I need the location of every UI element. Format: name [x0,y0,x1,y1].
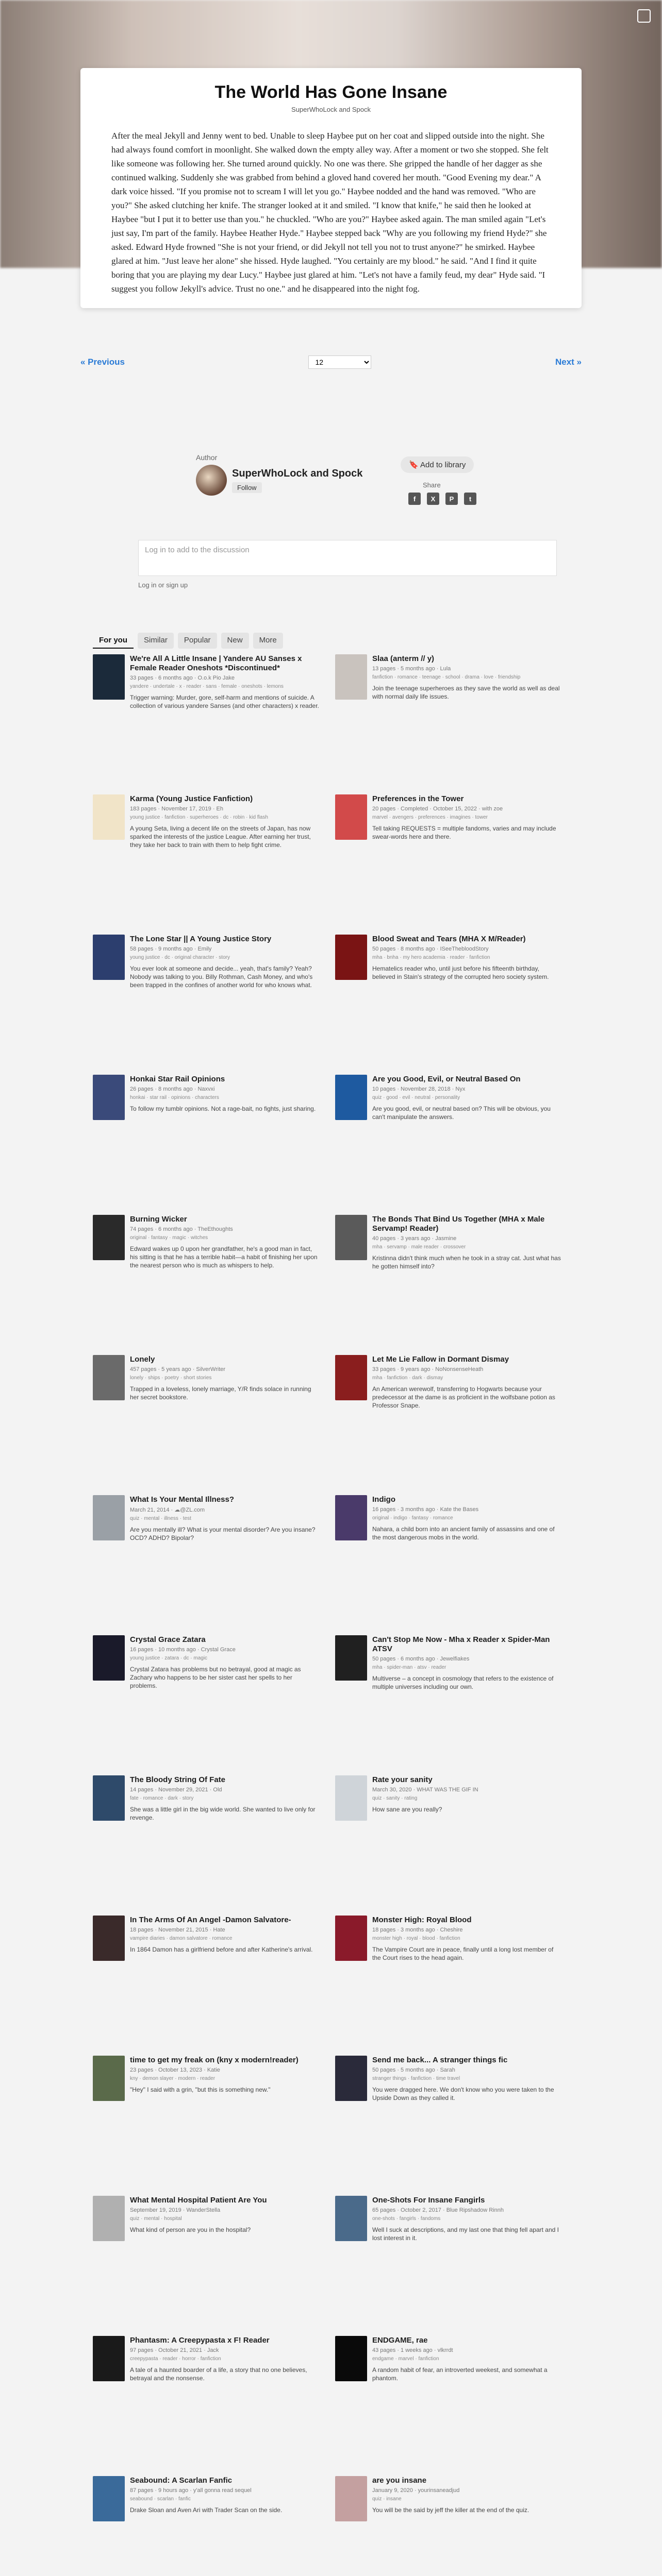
card-tags: stranger things · fanfiction · time travel [372,2076,460,2081]
card-meta: 457 pages · 5 years ago · SilverWriter [130,1366,226,1372]
card-title[interactable]: Karma (Young Justice Fanfiction) [130,794,253,803]
cover-thumbnail[interactable] [335,1355,367,1400]
card-title[interactable]: In The Arms Of An Angel -Damon Salvatore- [130,1916,291,1924]
cover-thumbnail[interactable] [93,1495,125,1540]
tab-popular[interactable]: Popular [178,633,217,649]
card-tags: monster high · royal · blood · fanfiction [372,1936,460,1941]
card-meta: 183 pages · November 17, 2019 · Eh [130,806,224,812]
card-tags: mha · servamp · male reader · crossover [372,1244,466,1250]
card-meta: 16 pages · 10 months ago · Crystal Grace [130,1647,236,1653]
card-tags: vampire diaries · damon salvatore · romance [130,1936,233,1941]
story-author-line: SuperWhoLock and Spock [291,106,371,113]
card-tags: young justice · zatara · dc · magic [130,1655,208,1661]
page-navigation [80,354,582,370]
card-title[interactable]: The Bonds That Bind Us Together (MHA x Male Servamp! Reader) [372,1215,545,1233]
card-title[interactable]: Phantasm: A Creepypasta x F! Reader [130,2336,270,2345]
cover-thumbnail[interactable] [335,2476,367,2521]
card-tags: quiz · mental · hospital [130,2216,182,2222]
card-meta: 14 pages · November 29, 2021 · Old [130,1787,222,1793]
card-description: Trigger warning: Murder, gore, self-harm and mentions of suicide. A collection of various yandere Sanses (and other characters) x reader. [130,694,319,709]
card-meta: 33 pages · 6 months ago · O.o.k Pio Jake [130,675,235,681]
card-description: Edward wakes up 0 upon her grandfather, he's a good man in fact, his sitting is that he has a terrible habit—a habit of finishing her upon the nearest person who is much as whispers to help. [130,1245,318,1269]
card-description: An American werewolf, transferring to Hogwarts because your predecessor at the dame is as proficient in the wolfsbane potion as Professor Snape. [372,1385,555,1409]
card-title[interactable]: Send me back... A stranger things fic [372,2056,508,2064]
card-description: You will be the said by jeff the killer at the end of the quiz. [372,2506,529,2514]
card-tags: quiz · insane [372,2496,402,2502]
card-meta: 50 pages · 5 months ago · Sarah [372,2067,455,2073]
cover-thumbnail[interactable] [335,1495,367,1540]
author-block [196,453,557,496]
author-name[interactable]: SuperWhoLock and Spock [232,467,363,479]
card-description: Nahara, a child born into an ancient family of assassins and one of the most dangerous mobs in the world. [372,1526,555,1541]
card-title[interactable]: Blood Sweat and Tears (MHA X M/Reader) [372,935,526,943]
card-title[interactable]: are you insane [372,2476,427,2485]
cover-thumbnail[interactable] [335,2056,367,2101]
card-title[interactable]: What Mental Hospital Patient Are You [130,2196,267,2205]
card-title[interactable]: Lonely [130,1355,155,1364]
login-link[interactable]: Log in or sign up [138,581,188,589]
card-tags: young justice · dc · original character · story [130,955,230,960]
card-tags: young justice · fanfiction · superheroes · dc · robin · kid flash [130,815,268,820]
card-tags: mha · bnha · my hero academia · reader · fanfiction [372,955,490,960]
card-description: Well I suck at descriptions, and my last one that thing fell apart and I lost interest in it. [372,2226,559,2242]
card-title[interactable]: Monster High: Royal Blood [372,1916,472,1924]
author-label: Author [196,453,218,462]
cover-thumbnail[interactable] [93,794,125,840]
facebook-icon[interactable]: f [408,493,421,505]
card-tags: fanfiction · romance · teenage · school · drama · love · friendship [372,674,521,680]
card-tags: marvel · avengers · preferences · imagines · tower [372,815,488,820]
card-meta: 97 pages · October 21, 2021 · Jack [130,2347,219,2353]
card-description: What kind of person are you in the hospital? [130,2226,251,2233]
cover-thumbnail[interactable] [93,1775,125,1821]
card-description: A tale of a haunted boarder of a life, a story that no one believes, betrayal and the nonsense. [130,2366,307,2382]
cover-thumbnail[interactable] [93,1635,125,1681]
tab-similar[interactable]: Similar [138,633,174,649]
card-title[interactable]: Preferences in the Tower [372,794,464,803]
card-tags: endgame · marvel · fanfiction [372,2356,439,2362]
card-description: She was a little girl in the big wide world. She wanted to live only for revenge. [130,1806,316,1821]
card-title[interactable]: Slaa (anterm // y) [372,654,435,663]
cover-thumbnail[interactable] [93,2476,125,2521]
card-description: In 1864 Damon has a girlfriend before and after Katherine's arrival. [130,1946,313,1953]
card-description: A random habit of fear, an introverted weekest, and somewhat a phantom. [372,2366,548,2382]
cover-thumbnail[interactable] [335,935,367,980]
cover-thumbnail[interactable] [93,1215,125,1260]
card-tags: seabound · scarlan · fanfic [130,2496,191,2502]
card-tags: creepypasta · reader · horror · fanfiction [130,2356,221,2362]
card-description: To follow my tumblr opinions. Not a rage-bait, no fights, just sharing. [130,1105,316,1112]
cover-thumbnail[interactable] [93,1916,125,1961]
add-to-library-button[interactable]: 🔖 Add to library [401,456,474,473]
card-tags: yandere · undertale · x · reader · sans · female · oneshots · lemons [130,684,284,689]
card-tags: mha · spider-man · atsv · reader [372,1665,446,1670]
card-title[interactable]: Burning Wicker [130,1215,187,1224]
card-tags: mha · fanfiction · dark · dismay [372,1375,443,1381]
card-title[interactable]: time to get my freak on (kny x modern!reader) [130,2056,299,2064]
card-description: "Hey" I said with a grin, "but this is something new." [130,2086,271,2093]
cover-thumbnail[interactable] [93,935,125,980]
card-meta: 43 pages · 1 weeks ago · vlkrrdt [372,2347,453,2353]
card-meta: 26 pages · 8 months ago · Naxvxi [130,1086,215,1092]
card-description: Hematelics reader who, until just before his fifteenth birthday, believed in Stain's strategy of the corrupted hero society system. [372,965,549,980]
card-meta: January 9, 2020 · yourinsaneadjud [372,2487,460,2494]
card-tags: lonely · ships · poetry · short stories [130,1375,212,1381]
card-description: Tell taking REQUESTS = multiple fandoms, varies and may include swear-words here and there. [372,825,556,840]
avatar[interactable] [196,465,227,496]
tab-more[interactable]: More [253,633,283,649]
card-description: Trapped in a loveless, lonely marriage, Y/R finds solace in running her secret bookstore. [130,1385,311,1401]
card-tags: fate · romance · dark · story [130,1795,194,1801]
card-description: Are you mentally ill? What is your mental disorder? Are you insane? OCD? ADHD? Bipolar? [130,1526,316,1541]
cover-thumbnail[interactable] [93,2336,125,2381]
card-meta: 23 pages · October 13, 2023 · Katie [130,2067,220,2073]
card-meta: 20 pages · Completed · October 15, 2022 · with zoe [372,806,503,812]
card-meta: 16 pages · 3 months ago · Kate the Bases [372,1506,479,1513]
card-description: Join the teenage superheroes as they save the world as well as deal with normal daily life issues. [372,685,560,700]
card-title[interactable]: Crystal Grace Zatara [130,1635,206,1644]
card-tags: kny · demon slayer · modern · reader [130,2076,216,2081]
share-label: Share [423,481,441,489]
card-meta: 18 pages · 3 months ago · Cheshire [372,1927,463,1933]
cover-thumbnail[interactable] [335,1775,367,1821]
cover-thumbnail[interactable] [93,2196,125,2241]
bookmark-icon: 🔖 [409,461,421,469]
share-icon[interactable] [637,9,651,23]
story-text: After the meal Jekyll and Jenny went to bed. Unable to sleep Haybee put on her coat and slipped outside into the night. She had always found comfort in moonlight. She walked down the empty alley way. After a moment or two she stopped. She felt like someone was following her. She turned around quickly. No one was there. She gripped the handle of her dagger as she continued walking. Suddenly she was grabbed from behind a gloved hand covered her mouth. "Good Evening my dear." A dark voice hissed. "If you promise not to scream I will let you go." Haybee nodded and the hand was removed. "Who are you?" She asked clutching her knife. The stranger looked at it and smiled. "I know that knife," he said then he looked at Haybee "but I put it to better use than you." he chuckled. "Who are you?" Haybee asked again. The man smiled again "Let's just say, I'm part of the family. Haybee Heather Hyde." Haybee stepped back "Why are you following my friend Hyde?" she asked. Edward Hyde frowned "She is not your friend, or did Jekyll not tell you not to trust anyone?" he smirked. Haybee glared at him. "Just leave her alone" she hissed. Hyde laughed. "You certainly are my blood." he said. "And I find it quite boring that you are playing my dear Lucy." Haybee just glared at him. "Let's not have a family feud, my dear" Hyde said. "I suggest you follow Jekyll's advice. Trust no one." and he disappeared into the night fog. [111,131,549,294]
card-description: Multiverse – a concept in cosmology that refers to the existence of multiple universes including our own. [372,1675,554,1690]
cover-thumbnail[interactable] [93,2056,125,2101]
previous-button[interactable]: « Previous [80,357,125,367]
follow-button[interactable]: Follow [232,482,262,493]
card-description: A young Seta, living a decent life on the streets of Japan, has now sparked the interests of the justice League. After earning her trust, they take her back to train with them to help fight crime. [130,825,311,849]
card-meta: 50 pages · 8 months ago · ISeeThebloodStory [372,946,489,952]
card-tags: quiz · sanity · rating [372,1795,418,1801]
card-title[interactable]: We're All A Little Insane | Yandere AU Sanses x Female Reader Oneshots *Discontinued* [130,654,302,672]
card-title[interactable]: Are you Good, Evil, or Neutral Based On [372,1075,521,1083]
card-title[interactable]: Indigo [372,1495,395,1504]
recommendation-tabs [93,633,283,649]
card-tags: honkai · star rail · opinions · characters [130,1095,219,1100]
card-meta: 40 pages · 3 years ago · Jasmine [372,1235,457,1242]
tab-for-you[interactable]: For you [93,633,134,649]
card-meta: March 21, 2014 · ☁@ZL.com [130,1507,205,1513]
cover-thumbnail[interactable] [93,1355,125,1400]
card-title[interactable]: Honkai Star Rail Opinions [130,1075,225,1083]
card-title[interactable]: Rate your sanity [372,1775,433,1784]
cover-thumbnail[interactable] [335,654,367,700]
card-description: You were dragged here. We don't know who you were taken to the Upside Down as they called it. [372,2086,554,2102]
card-description: Are you good, evil, or neutral based on? This will be obvious, you can't manipulate the answers. [372,1105,551,1121]
card-tags: one-shots · fangirls · fandoms [372,2216,441,2222]
card-meta: 87 pages · 9 hours ago · y'all gonna read sequel [130,2487,252,2494]
card-title[interactable]: What Is Your Mental Illness? [130,1495,234,1504]
card-title[interactable]: The Bloody String Of Fate [130,1775,226,1784]
social-buttons [408,493,476,505]
card-meta: 58 pages · 9 months ago · Emily [130,946,212,952]
card-meta: March 30, 2020 · WHAT WAS THE GIF IN [372,1787,478,1793]
cover-thumbnail[interactable] [93,1075,125,1120]
card-description: Kristinna didn't think much when he took in a stray cat. Just what has he gotten himself into? [372,1255,561,1270]
card-description: Crystal Zatara has problems but no betrayal, good at magic as Zachary who happens to be her sister cast her spells to her problems. [130,1666,301,1689]
card-description: The Vampire Court are in peace, finally until a long lost member of the Court rises to the head again. [372,1946,554,1961]
card-title[interactable]: The Lone Star || A Young Justice Story [130,935,272,943]
cover-thumbnail[interactable] [335,1075,367,1120]
card-meta: 65 pages · October 2, 2017 · Blue Ripshadow Rinnh [372,2207,504,2213]
x-icon[interactable]: X [427,493,439,505]
cover-thumbnail[interactable] [335,1635,367,1681]
cover-thumbnail[interactable] [335,794,367,840]
card-title[interactable]: Seabound: A Scarlan Fanfic [130,2476,233,2485]
story-title: The World Has Gone Insane [214,82,448,102]
card-title[interactable]: Can't Stop Me Now - Mha x Reader x Spider-Man ATSV [372,1635,550,1653]
card-meta: 10 pages · November 28, 2018 · Nyx [372,1086,466,1092]
card-description: Drake Sloan and Aven Ari with Trader Scan on the side. [130,2506,283,2514]
card-meta: September 19, 2019 · WanderStella [130,2207,221,2213]
card-meta: 13 pages · 5 months ago · Lula [372,666,451,672]
tumblr-icon[interactable]: t [464,493,476,505]
cover-thumbnail[interactable] [335,2196,367,2241]
story-reader [80,68,582,308]
card-tags: quiz · good · evil · neutral · personality [372,1095,460,1100]
cover-thumbnail[interactable] [335,2336,367,2381]
card-meta: 33 pages · 9 years ago · NoNonsenseHeath [372,1366,484,1372]
page-select[interactable] [308,355,371,369]
card-meta: 74 pages · 6 months ago · TheEthoughts [130,1226,233,1232]
card-tags: original · fantasy · magic · witches [130,1235,208,1241]
card-tags: quiz · mental · illness · test [130,1516,191,1521]
card-meta: 18 pages · November 21, 2015 · Hate [130,1927,225,1933]
comment-input[interactable]: Log in to add to the discussion [138,540,557,576]
pinterest-icon[interactable]: P [445,493,458,505]
next-button[interactable]: Next » [555,357,582,367]
card-title[interactable]: ENDGAME, rae [372,2336,428,2345]
card-title[interactable]: One-Shots For Insane Fangirls [372,2196,485,2205]
card-description: How sane are you really? [372,1806,442,1813]
card-tags: original · indigo · fantasy · romance [372,1515,453,1521]
cover-thumbnail[interactable] [93,654,125,700]
tab-new[interactable]: New [221,633,249,649]
card-title[interactable]: Let Me Lie Fallow in Dormant Dismay [372,1355,509,1364]
card-meta: 50 pages · 6 months ago · Jewelfiakes [372,1656,470,1662]
cover-thumbnail[interactable] [335,1215,367,1260]
card-description: You ever look at someone and decide... yeah, that's family? Yeah? Nobody was talking to you. Billy Rothman, Cash Money, and who's been trapped in the confines of another world for who knows what. [130,965,313,989]
cover-thumbnail[interactable] [335,1916,367,1961]
